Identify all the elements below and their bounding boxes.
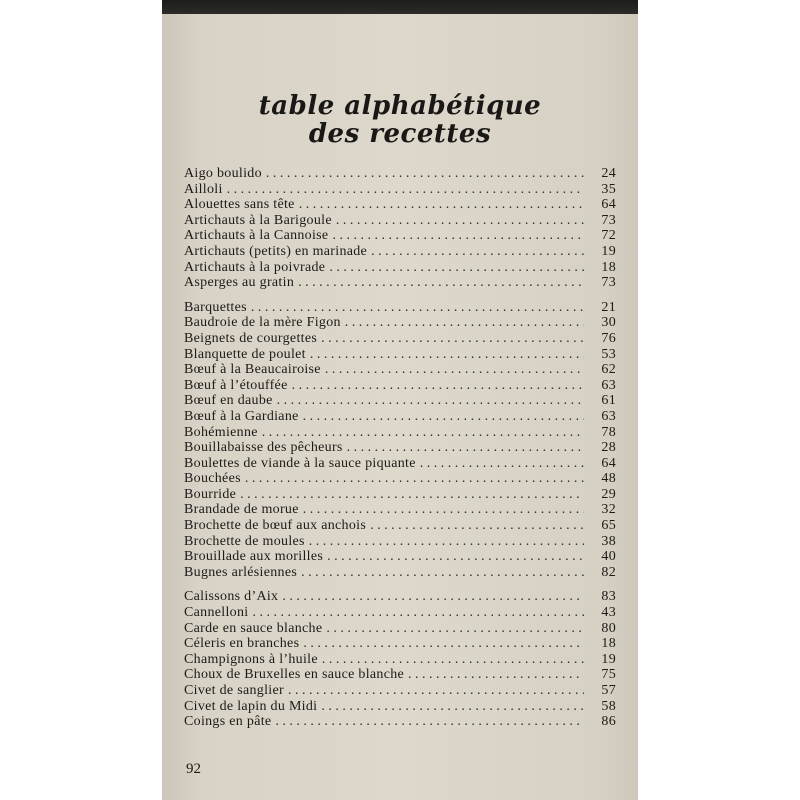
dot-leader	[245, 471, 584, 487]
index-entry	[184, 534, 616, 550]
index-entry	[184, 393, 616, 409]
index-entry	[184, 347, 616, 363]
recipe-page-number: 24	[601, 166, 616, 181]
recipe-page-number: 62	[601, 362, 616, 378]
index-entry	[184, 487, 616, 503]
recipe-page-number: 86	[601, 714, 616, 730]
dot-leader	[309, 534, 584, 550]
index-entry	[184, 260, 616, 276]
dot-leader	[371, 244, 584, 260]
recipe-page-number: 78	[601, 424, 616, 440]
recipe-page-number: 30	[601, 315, 616, 331]
dot-leader	[326, 621, 584, 637]
index-entry	[184, 182, 616, 198]
recipe-name: Bœuf à la Gardiane	[184, 408, 299, 424]
index-entry	[184, 425, 616, 441]
dot-leader	[282, 589, 584, 605]
recipe-name: Brochette de moules	[184, 533, 305, 549]
recipe-name: Bugnes arlésiennes	[184, 564, 298, 580]
recipe-page-number: 58	[601, 698, 616, 714]
index-entry	[184, 456, 616, 472]
dot-leader	[240, 487, 584, 503]
recipe-name: Baudroie de la mère Figon	[184, 315, 341, 331]
recipe-name: Civet de sanglier	[184, 683, 284, 698]
title-line: des recettes	[308, 119, 492, 149]
index-entry	[184, 565, 616, 581]
recipe-page-number: 64	[601, 197, 616, 213]
recipe-page-number: 63	[601, 408, 616, 424]
page-number: 92	[186, 761, 201, 777]
recipe-name: Coings en pâte	[184, 714, 272, 730]
index-entry	[184, 471, 616, 487]
recipe-index	[184, 166, 616, 730]
recipe-page-number: 80	[601, 620, 616, 636]
dot-leader	[303, 502, 584, 518]
recipe-name: Alouettes sans tête	[184, 197, 295, 213]
recipe-name: Civet de lapin du Midi	[184, 698, 318, 714]
index-entry	[184, 549, 616, 565]
dot-leader	[298, 275, 584, 291]
recipe-page-number: 53	[601, 346, 616, 362]
recipe-page-number: 72	[601, 228, 616, 244]
index-entry	[184, 621, 616, 637]
dot-leader	[299, 197, 584, 213]
recipe-name: Bœuf en daube	[184, 393, 273, 409]
recipe-page-number: 83	[601, 589, 616, 605]
recipe-page-number: 28	[601, 440, 616, 456]
index-entry	[184, 213, 616, 229]
index-entry	[184, 300, 616, 316]
recipe-page-number: 73	[601, 275, 616, 291]
index-entry	[184, 197, 616, 213]
dot-leader	[262, 425, 584, 441]
index-entry	[184, 362, 616, 378]
dot-leader	[227, 182, 584, 198]
recipe-name: Ailloli	[184, 181, 223, 197]
recipe-page-number: 18	[601, 636, 616, 652]
recipe-page-number: 61	[601, 393, 616, 409]
index-entry	[184, 605, 616, 621]
dot-leader	[321, 331, 584, 347]
recipe-name: Artichauts (petits) en marinade	[184, 243, 368, 259]
recipe-name: Bouchées	[184, 471, 241, 487]
dot-leader	[277, 393, 584, 409]
left-background	[0, 0, 162, 800]
recipe-name: Bœuf à l’étouffée	[184, 377, 288, 393]
dot-leader	[275, 714, 584, 730]
recipe-name: Bourride	[184, 486, 237, 502]
recipe-page-number: 43	[601, 605, 616, 621]
index-entry	[184, 440, 616, 456]
recipe-name: Cannelloni	[184, 605, 249, 621]
recipe-name: Artichauts à la Barigoule	[184, 212, 332, 228]
book-page	[162, 14, 638, 800]
recipe-name: Brandade de morue	[184, 502, 299, 518]
index-entry	[184, 409, 616, 425]
recipe-name: Barquettes	[184, 299, 247, 315]
recipe-page-number: 75	[601, 667, 616, 683]
recipe-name: Calissons d’Aix	[184, 589, 279, 605]
index-entry	[184, 166, 616, 182]
recipe-page-number: 21	[601, 299, 616, 315]
recipe-page-number: 19	[601, 651, 616, 667]
dot-leader	[292, 378, 584, 394]
index-entry	[184, 315, 616, 331]
index-entry	[184, 518, 616, 534]
recipe-page-number: 35	[601, 181, 616, 197]
index-entry	[184, 683, 616, 699]
dot-leader	[332, 228, 584, 244]
dot-leader	[251, 300, 584, 316]
recipe-name: Choux de Bruxelles en sauce blanche	[184, 667, 405, 683]
recipe-name: Bouillabaisse des pêcheurs	[184, 440, 343, 456]
recipe-page-number: 29	[601, 486, 616, 502]
recipe-page-number: 38	[601, 533, 616, 549]
recipe-page-number: 40	[601, 549, 616, 565]
dot-leader	[301, 565, 584, 581]
recipe-name: Champignons à l’huile	[184, 651, 318, 667]
index-entry	[184, 636, 616, 652]
recipe-page-number: 19	[601, 243, 616, 259]
index-entry	[184, 652, 616, 668]
top-shadow-edge	[162, 0, 638, 14]
dot-leader	[327, 549, 584, 565]
index-entry	[184, 378, 616, 394]
dot-leader	[408, 667, 584, 683]
recipe-page-number: 82	[601, 564, 616, 580]
recipe-name: Carde en sauce blanche	[184, 620, 323, 636]
recipe-name: Artichauts à la poivrade	[184, 259, 326, 275]
title-line: table alphabétique	[258, 91, 542, 121]
recipe-page-number: 76	[601, 330, 616, 346]
recipe-page-number: 65	[601, 518, 616, 534]
right-background	[638, 0, 800, 800]
recipe-page-number: 64	[601, 455, 616, 471]
dot-leader	[325, 362, 584, 378]
dot-leader	[288, 683, 584, 699]
recipe-name: Brochette de bœuf aux anchois	[184, 518, 367, 534]
page-title	[162, 92, 638, 148]
dot-leader	[322, 652, 584, 668]
recipe-page-number: 32	[601, 502, 616, 518]
recipe-name: Aigo boulido	[184, 166, 262, 181]
recipe-page-number: 73	[601, 212, 616, 228]
dot-leader	[347, 440, 584, 456]
recipe-name: Artichauts à la Cannoise	[184, 228, 329, 244]
dot-leader	[345, 315, 584, 331]
recipe-page-number: 63	[601, 377, 616, 393]
recipe-name: Boulettes de viande à la sauce piquante	[184, 455, 416, 471]
index-entry	[184, 331, 616, 347]
recipe-name: Bœuf à la Beaucairoise	[184, 362, 321, 378]
dot-leader	[336, 213, 584, 229]
dot-leader	[329, 260, 584, 276]
dot-leader	[266, 166, 584, 182]
recipe-name: Asperges au gratin	[184, 275, 295, 291]
index-entry	[184, 699, 616, 715]
recipe-page-number: 48	[601, 471, 616, 487]
index-entry	[184, 275, 616, 291]
index-entry	[184, 228, 616, 244]
dot-leader	[303, 636, 584, 652]
index-entry	[184, 714, 616, 730]
recipe-name: Céleris en branches	[184, 636, 300, 652]
index-group	[184, 300, 616, 581]
recipe-name: Blanquette de poulet	[184, 346, 306, 362]
dot-leader	[370, 518, 584, 534]
index-entry	[184, 244, 616, 260]
dot-leader	[252, 605, 584, 621]
index-group	[184, 166, 616, 291]
index-group	[184, 589, 616, 729]
index-entry	[184, 667, 616, 683]
recipe-page-number: 57	[601, 683, 616, 698]
index-entry	[184, 589, 616, 605]
dot-leader	[303, 409, 584, 425]
index-entry	[184, 502, 616, 518]
recipe-name: Bohémienne	[184, 424, 258, 440]
dot-leader	[321, 699, 584, 715]
dot-leader	[420, 456, 584, 472]
dot-leader	[310, 347, 584, 363]
recipe-name: Brouillade aux morilles	[184, 549, 324, 565]
recipe-page-number: 18	[601, 259, 616, 275]
recipe-name: Beignets de courgettes	[184, 330, 318, 346]
